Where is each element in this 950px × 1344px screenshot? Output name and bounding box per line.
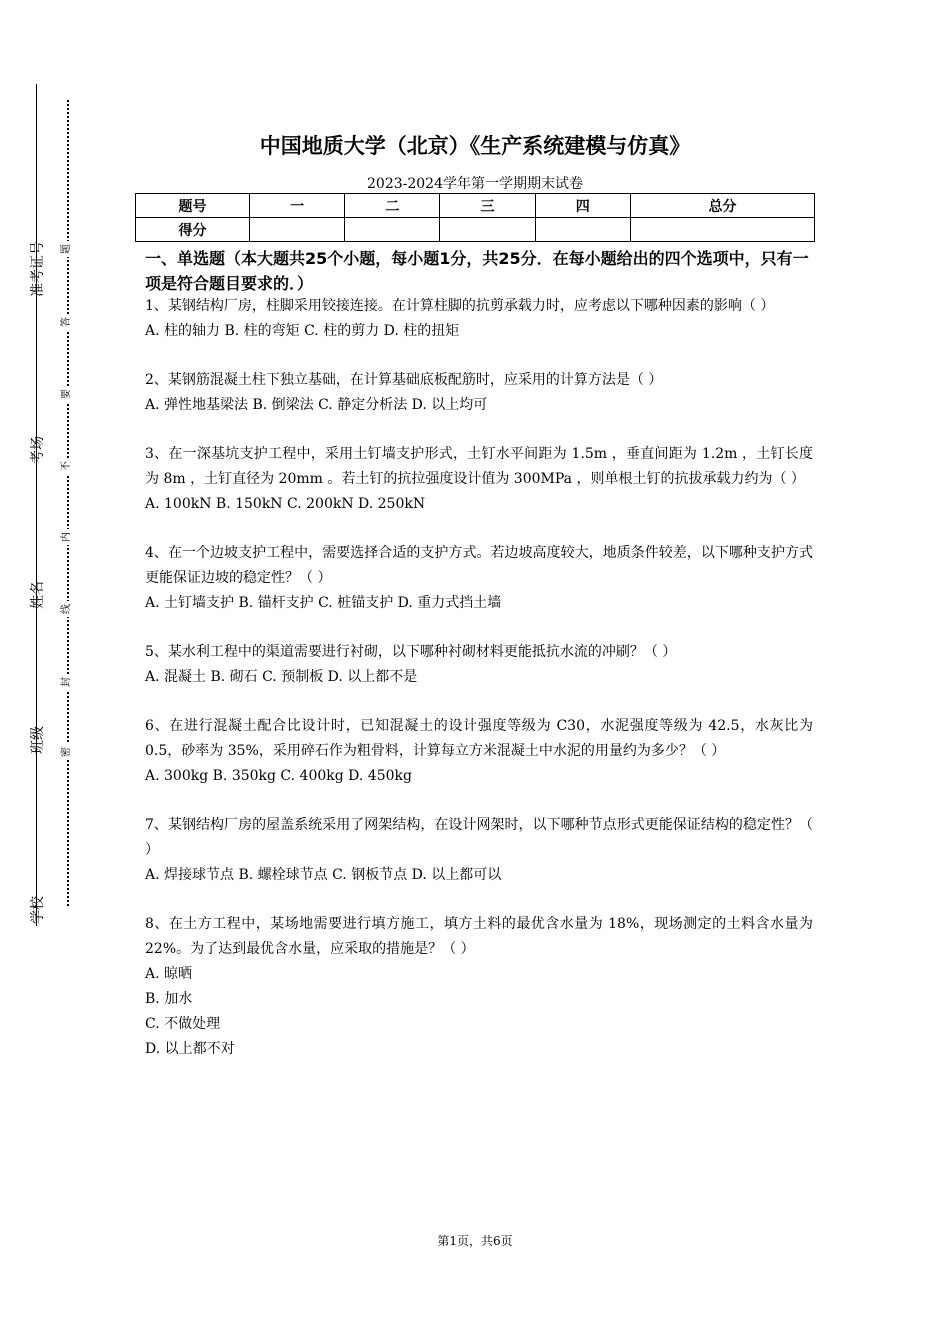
score-cell xyxy=(440,218,535,242)
question-options: A. 混凝土 B. 砌石 C. 预制板 D. 以上都不是 xyxy=(145,669,418,685)
question-1 xyxy=(145,294,813,344)
question-5 xyxy=(145,640,813,690)
side-label-exam-room: 考场 xyxy=(30,436,46,464)
page-number: 第1页，共6页 xyxy=(437,1234,513,1248)
score-cell xyxy=(345,218,440,242)
question-options: A. 弹性地基梁法 B. 倒梁法 C. 静定分析法 D. 以上均可 xyxy=(145,397,488,413)
question-options: A. 300kg B. 350kg C. 400kg D. 450kg xyxy=(145,768,412,784)
question-options: A. 柱的轴力 B. 柱的弯矩 C. 柱的剪力 D. 柱的扭矩 xyxy=(145,323,460,339)
question-list xyxy=(145,294,813,1086)
question-stem: 3、在一深基坑支护工程中，采用土钉墙支护形式，土钉水平间距为 1.5m ，垂直间距为 1.2m ，土钉长度为 8m ，土钉直径为 20mm 。若土钉的抗拉强度设计值为 300MPa ，则单根土钉的抗拔承载力约为（ ） xyxy=(145,446,813,487)
score-header-cell: 二 xyxy=(345,194,440,218)
side-label-name: 姓名 xyxy=(30,581,46,609)
question-stem: 5、某水利工程中的渠道需要进行衬砌，以下哪种衬砌材料更能抵抗水流的冲刷？（ ） xyxy=(145,644,677,660)
seal-char: 不 xyxy=(61,458,73,474)
score-cell xyxy=(535,218,630,242)
question-option-a: A. 晾晒 xyxy=(145,966,193,982)
question-stem: 1、某钢结构厂房，柱脚采用铰接连接。在计算柱脚的抗剪承载力时，应考虑以下哪种因素的影响（ ） xyxy=(145,298,775,314)
seal-char: 答 xyxy=(61,314,73,330)
question-stem: 8、在土方工程中，某场地需要进行填方施工，填方土料的最优含水量为 18%，现场测定的土料含水量为 22%。为了达到最优含水量，应采取的措施是？（ ） xyxy=(145,916,813,957)
question-7 xyxy=(145,813,813,888)
seal-char: 线 xyxy=(61,601,73,617)
question-stem: 4、在一个边坡支护工程中，需要选择合适的支护方式。若边坡高度较大，地质条件较差，以下哪种支护方式更能保证边坡的稳定性？（ ） xyxy=(145,545,813,586)
score-row-label: 得分 xyxy=(136,218,250,242)
question-3 xyxy=(145,442,813,517)
question-2 xyxy=(145,368,813,418)
question-option-b: B. 加水 xyxy=(145,991,193,1007)
question-options: A. 100kN B. 150kN C. 200kN D. 250kN xyxy=(145,496,426,512)
score-header-cell: 三 xyxy=(440,194,535,218)
question-6 xyxy=(145,714,813,789)
side-label-school: 学校 xyxy=(30,896,46,924)
score-header-cell: 一 xyxy=(250,194,345,218)
seal-char: 内 xyxy=(61,529,73,545)
score-table xyxy=(135,193,815,242)
side-label-class: 班级 xyxy=(30,726,46,754)
score-table-score-row xyxy=(136,218,815,242)
score-header-cell: 题号 xyxy=(136,194,250,218)
side-label-exam-number: 准考证号 xyxy=(30,241,46,297)
question-option-c: C. 不做处理 xyxy=(145,1016,221,1032)
score-header-cell: 四 xyxy=(535,194,630,218)
seal-char: 密 xyxy=(61,744,73,760)
seal-char: 封 xyxy=(61,674,73,690)
question-4 xyxy=(145,541,813,616)
seal-dotted-line xyxy=(67,100,69,906)
question-8 xyxy=(145,912,813,1062)
binding-line xyxy=(36,84,37,926)
question-stem: 6、在进行混凝土配合比设计时，已知混凝土的设计强度等级为 C30，水泥强度等级为 42.5，水灰比为 0.5，砂率为 35%，采用碎石作为粗骨料，计算每立方米混凝土中水泥的用量约为多少？（ ） xyxy=(145,718,813,759)
question-options: A. 土钉墙支护 B. 锚杆支护 C. 桩锚支护 D. 重力式挡土墙 xyxy=(145,595,502,611)
score-cell xyxy=(630,218,814,242)
seal-char: 题 xyxy=(61,241,73,257)
question-stem: 7、某钢结构厂房的屋盖系统采用了网架结构，在设计网架时，以下哪种节点形式更能保证结构的稳定性？（ ） xyxy=(145,817,813,858)
score-table-header-row xyxy=(136,194,815,218)
exam-subtitle: 2023-2024学年第一学期期末试卷 xyxy=(367,176,583,192)
section-heading: 一、单选题（本大题共25个小题，每小题1分，共25分．在每小题给出的四个选项中，只有一项是符合题目要求的．） xyxy=(145,249,809,293)
score-cell xyxy=(250,218,345,242)
seal-char: 要 xyxy=(61,386,73,402)
question-stem: 2、某钢筋混凝土柱下独立基础，在计算基础底板配筋时，应采用的计算方法是（ ） xyxy=(145,372,663,388)
question-option-d: D. 以上都不对 xyxy=(145,1041,235,1057)
score-header-cell: 总分 xyxy=(630,194,814,218)
question-options: A. 焊接球节点 B. 螺栓球节点 C. 钢板节点 D. 以上都可以 xyxy=(145,867,502,883)
exam-title: 中国地质大学（北京）《生产系统建模与仿真》 xyxy=(259,134,691,158)
